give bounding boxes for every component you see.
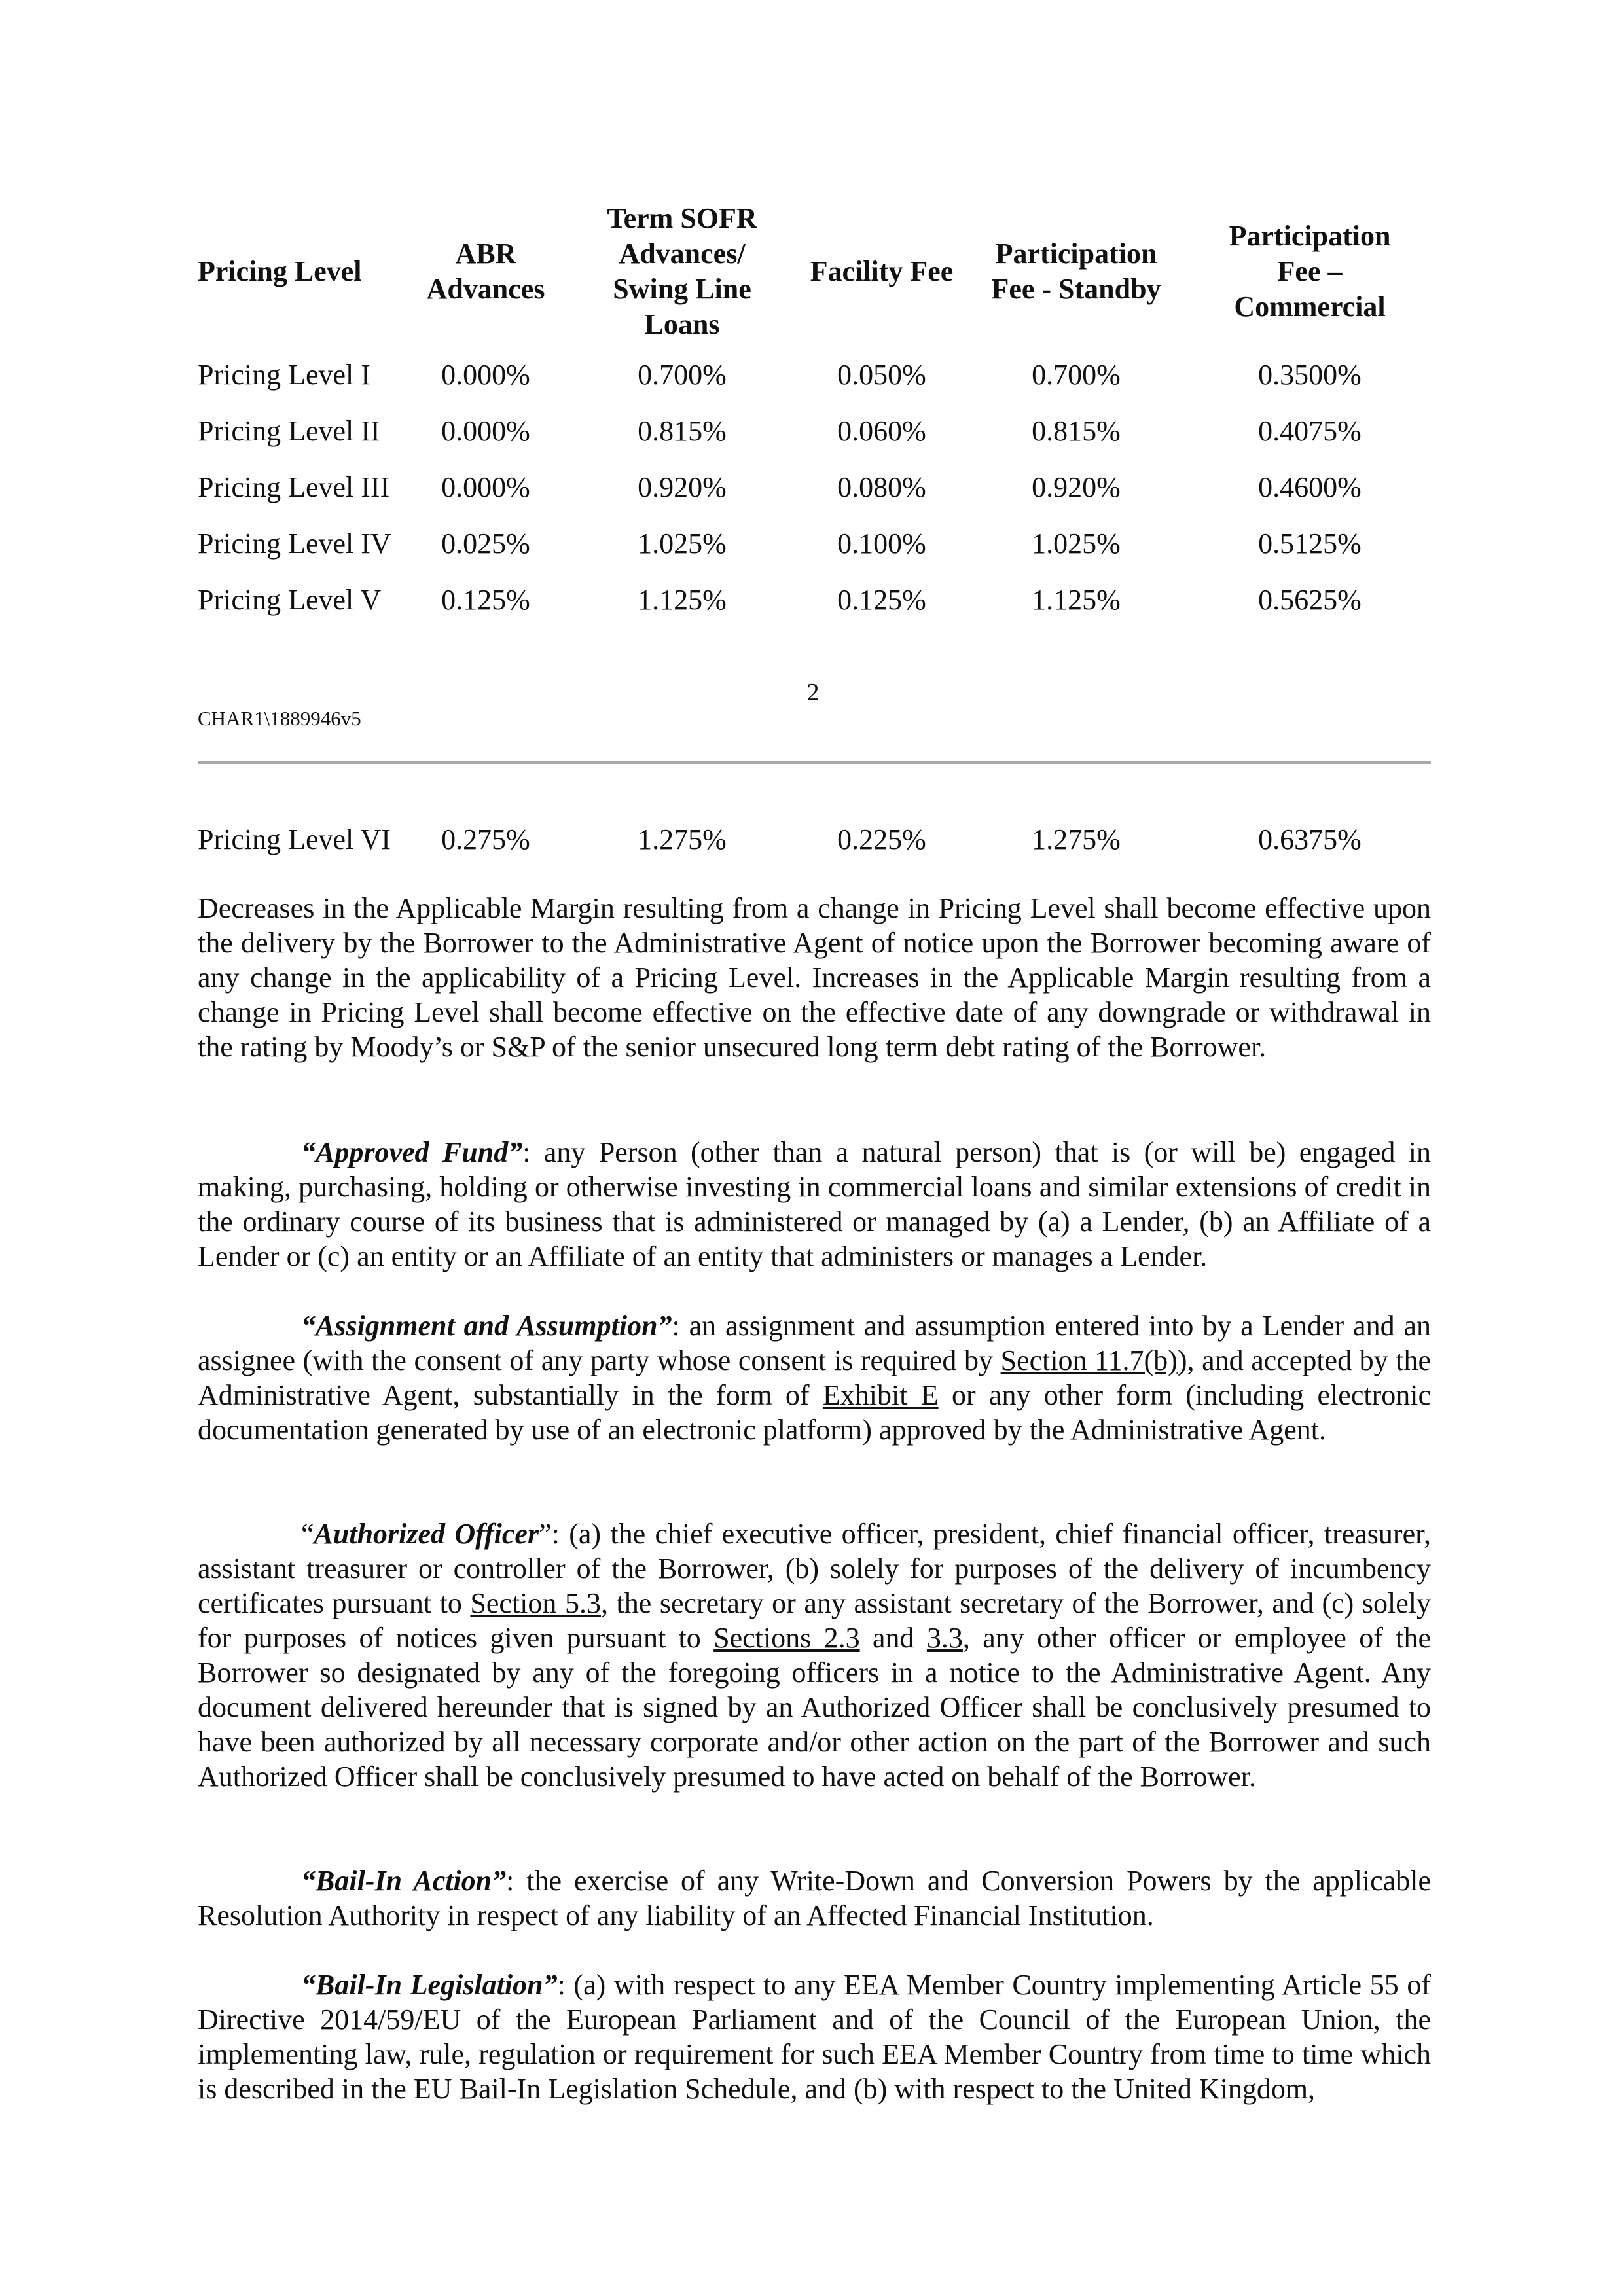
cross-reference-link[interactable]: Exhibit E [822, 1379, 939, 1411]
defined-term: Authorized Officer [314, 1518, 539, 1550]
table-cell: 0.025% [441, 528, 530, 560]
defined-term: “Bail-In Legislation” [301, 1969, 558, 2001]
page-number: 2 [806, 679, 820, 706]
definition-approved-fund [198, 1135, 1431, 1274]
cross-reference-link[interactable]: Section 5.3 [470, 1587, 601, 1619]
table-cell: 0.815% [1032, 415, 1121, 447]
close-quote: ” [539, 1518, 552, 1550]
table-cell: 1.275% [638, 823, 727, 855]
table-cell: 0.5125% [1258, 528, 1362, 560]
definition-text: : (a) the chief executive officer, president, chief financial officer, treasurer, assistant treasurer or controller of the Borrower, (b) solely for purposes of the delivery of incumbency certificates pursuant to [198, 1518, 1431, 1619]
table-cell: Pricing Level I [198, 359, 370, 391]
table-row [198, 403, 1431, 459]
defined-term: “Approved Fund” [301, 1136, 523, 1168]
header-pricing-level: Pricing Level [198, 255, 362, 287]
table-cell: 1.125% [1032, 584, 1121, 616]
definition-text: ), and accepted by the Administrative Agent, substantially in the form of [198, 1344, 1432, 1411]
header-participation-commercial: Participation Fee – Commercial [1229, 220, 1391, 323]
table-cell: Pricing Level VI [198, 823, 391, 855]
paragraph-pricing-changes: Decreases in the Applicable Margin resulting from a change in Pricing Level shall become effective upon the delivery by the Borrower to the Administrative Agent of notice upon the Borrower becoming aware of any change in the applicability of a Pricing Level. Increases in the Applicable Margin resulting from a change in Pricing Level shall become effective on the effective date of any downgrade or withdrawal in the rating by Moody’s or S&P of the senior unsecured long term debt rating of the Borrower. [198, 892, 1431, 1063]
table-cell: 1.025% [1032, 528, 1121, 560]
definition-text: : the exercise of any Write-Down and Conversion Powers by the applicable Resolution Authority in respect of any liability of an Affected Financial Institution. [198, 1865, 1431, 1931]
table-cell: 0.815% [638, 415, 727, 447]
table-cell: Pricing Level V [198, 584, 382, 616]
table-cell: 0.125% [837, 584, 926, 616]
table-row [198, 347, 1431, 403]
table-cell: 0.060% [837, 415, 926, 447]
table-cell: 0.000% [441, 415, 530, 447]
table-cell: 0.100% [837, 528, 926, 560]
table-cell: 0.700% [1032, 359, 1121, 391]
definition-authorized-officer [198, 1516, 1431, 1794]
table-cell: 0.920% [1032, 471, 1121, 503]
definition-text: , the secretary or any assistant secretary of the Borrower, and (c) solely for purposes of notices given pursuant to [198, 1587, 1432, 1654]
cross-reference-link[interactable]: 3.3 [926, 1622, 963, 1654]
header-abr-advances: ABR Advances [426, 238, 545, 305]
table-cell: 0.225% [837, 823, 926, 855]
definition-text: or any other form (including electronic documentation generated by use of an electronic platform) approved by the Administrative Agent. [198, 1379, 1431, 1446]
header-participation-standby: Participation Fee - Standby [991, 238, 1161, 305]
definition-text: : (a) with respect to any EEA Member Country implementing Article 55 of Directive 2014/59/EU of the European Parliament and of the Council of the European Union, the implementing law, rule, regulation or requirement for such EEA Member Country from time to time which is described in the EU Bail-In Legislation Schedule, and (b) with respect to the United Kingdom, [198, 1969, 1431, 2105]
defined-term: “Bail-In Action” [301, 1865, 507, 1897]
defined-term: “Assignment and Assumption” [301, 1310, 672, 1342]
table-cell: Pricing Level II [198, 415, 380, 447]
table-header-row [198, 196, 1431, 347]
table-cell: 0.920% [638, 471, 727, 503]
table-cell: 0.4600% [1258, 471, 1362, 503]
document-id: CHAR1\1889946v5 [198, 707, 361, 730]
table-cell: 0.000% [441, 471, 530, 503]
pricing-table-continued [198, 812, 1431, 868]
definition-text: : an assignment and assumption entered into by a Lender and an assignee (with the consent of any party whose consent is required by [198, 1310, 1431, 1376]
table-cell: 1.275% [1032, 823, 1121, 855]
table-cell: 0.275% [441, 823, 530, 855]
header-term-sofr: Term SOFR Advances/ Swing Line Loans [607, 202, 757, 340]
header-facility-fee: Facility Fee [810, 255, 954, 287]
table-row [198, 516, 1431, 572]
table-cell: 0.700% [638, 359, 727, 391]
table-row [198, 812, 1431, 868]
table-row [198, 572, 1431, 628]
table-cell: 1.025% [638, 528, 727, 560]
definition-bail-in-legislation [198, 1967, 1431, 2106]
definition-text: , any other officer or employee of the Borrower so designated by any of the foregoing officers in a notice to the Administrative Agent. Any document delivered hereunder that is signed by an Authorized Officer shall be conclusively presumed to have been authorized by all necessary corporate and/or other action on the part of the Borrower and such Authorized Officer shall be conclusively presumed to have acted on behalf of the Borrower. [198, 1622, 1431, 1793]
table-cell: 0.000% [441, 359, 530, 391]
table-cell: 0.3500% [1258, 359, 1362, 391]
table-cell: 0.5625% [1258, 584, 1362, 616]
definition-text: : any Person (other than a natural person) that is (or will be) engaged in making, purchasing, holding or otherwise investing in commercial loans and similar extensions of credit in the ordinary course of its business that is administered or managed by (a) a Lender, (b) an Affiliate of a Lender or (c) an entity or an Affiliate of an entity that administers or manages a Lender. [198, 1136, 1431, 1272]
definition-text: and [859, 1622, 927, 1654]
table-cell: 1.125% [638, 584, 727, 616]
table-cell: 0.050% [837, 359, 926, 391]
definition-bail-in-action [198, 1863, 1431, 1933]
cross-reference-link[interactable]: Section 11.7(b) [1000, 1344, 1178, 1376]
table-cell: 0.080% [837, 471, 926, 503]
cross-reference-link[interactable]: Sections 2.3 [713, 1622, 860, 1654]
table-cell: Pricing Level IV [198, 528, 391, 560]
table-cell: 0.4075% [1258, 415, 1362, 447]
open-quote: “ [301, 1518, 314, 1550]
pricing-table [198, 196, 1431, 628]
page-separator [198, 761, 1431, 764]
table-cell: 0.125% [441, 584, 530, 616]
table-cell: 0.6375% [1258, 823, 1362, 855]
table-cell: Pricing Level III [198, 471, 390, 503]
table-row [198, 459, 1431, 516]
definition-assignment-and-assumption [198, 1308, 1431, 1447]
